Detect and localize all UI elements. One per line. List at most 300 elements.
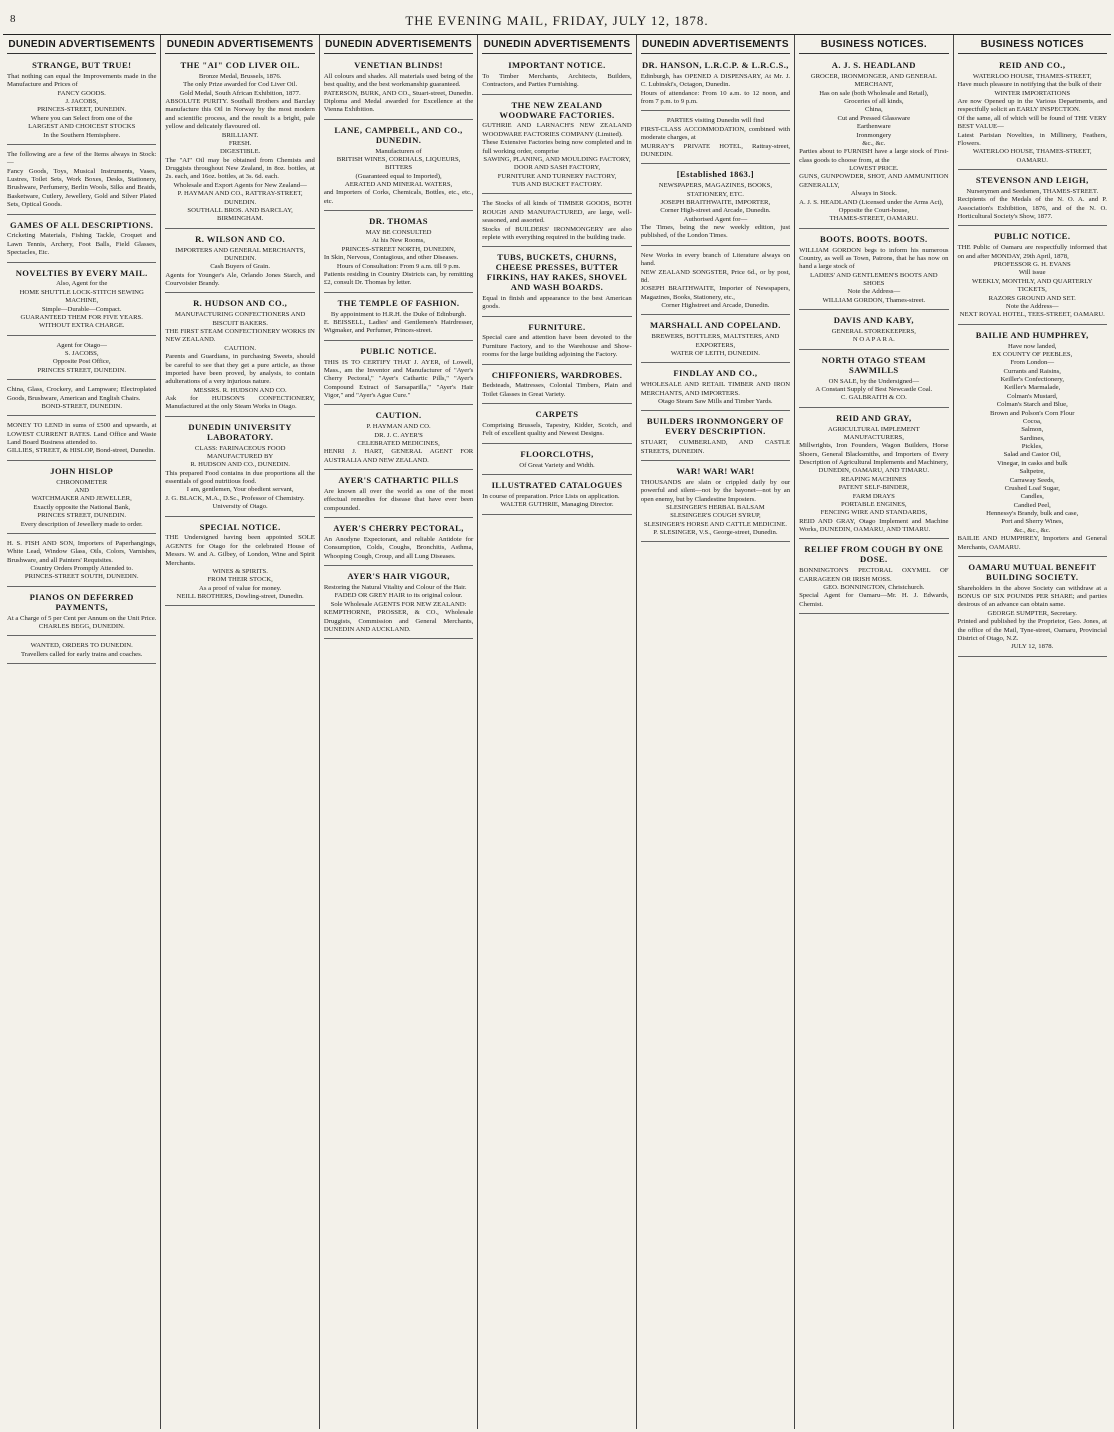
- advertisement-text: DOOR AND SASH FACTORY,: [513, 164, 601, 172]
- advertisement: [641, 58, 790, 111]
- advertisement-text: From London—: [1010, 359, 1055, 367]
- page-number: 8: [10, 13, 17, 25]
- advertisement-text: N O A P A R A.: [852, 336, 895, 344]
- advertisement-text: DUNEDIN, OAMARU, AND TIMARU.: [818, 467, 930, 475]
- advertisement-text: THE FIRST STEAM CONFECTIONERY WORKS IN NEW ZEALAND.: [165, 328, 315, 344]
- advertisement-text: Have much pleasure in notifying that the bulk of their: [957, 81, 1102, 89]
- advertisement-text: Recipients of the Medals of the N. O. A. and P. Association's Exhibition, 1876, and of the N. O. Horticultural Society's Show, 1877.: [957, 196, 1107, 220]
- advertisement-text: WATCHMAKER AND JEWELLER,: [31, 495, 132, 503]
- advertisement-text: GUTHRIE AND LARNACH'S NEW ZEALAND WOODWARE FACTORIES COMPANY (Limited).: [482, 122, 632, 138]
- advertisement-title: OAMARU MUTUAL BENEFIT BUILDING SOCIETY.: [968, 561, 1097, 582]
- advertisement-title: BUILDERS IRONMONGERY OF EVERY DESCRIPTION.: [646, 416, 784, 437]
- advertisement-text: Always in Stock.: [850, 190, 897, 198]
- advertisement-text: GENERAL STOREKEEPERS,: [831, 328, 916, 335]
- advertisement-text: The Stocks of all kinds of TIMBER GOODS, BOTH ROUGH AND MANUFACTURED, are large, well-seasoned, and assorted.: [482, 200, 632, 225]
- advertisement-text: SLESINGER'S HORSE AND CATTLE MEDICINE.: [643, 520, 787, 528]
- advertisement: [958, 560, 1107, 657]
- advertisement-text: AND: [74, 487, 89, 494]
- advertisement-text: GROCER, IRONMONGER, AND GENERAL MERCHANT,: [810, 72, 937, 89]
- column-7: [954, 35, 1111, 1429]
- advertisement: [324, 296, 473, 341]
- advertisement-text: GILLIES, STREET, & HISLOP, Bond-street, Dunedin.: [7, 447, 156, 455]
- advertisement: [482, 197, 631, 247]
- advertisement-text: Where you can Select from one of the: [30, 114, 133, 122]
- advertisement: [482, 407, 631, 444]
- advertisement-title: ILLUSTRATED CATALOGUES: [491, 480, 623, 490]
- advertisement: [324, 344, 473, 406]
- advertisement-title: DAVIS AND KABY,: [833, 315, 914, 326]
- advertisement-text: Currants and Raisins,: [1003, 367, 1061, 375]
- advertisement-text: FROM THEIR STOCK,: [207, 576, 273, 584]
- advertisement-text: Opposite Post Office,: [52, 358, 111, 366]
- advertisement-text: ON SALE, by the Undersigned—: [828, 377, 920, 385]
- advertisement-text: TUB AND BUCKET FACTORY.: [511, 181, 603, 188]
- advertisement-text: PARTIES visiting Dunedin will find: [666, 117, 764, 125]
- advertisement-text: FIRST-CLASS ACCOMMODATION, combined with moderate charges, at: [640, 125, 791, 142]
- advertisement-text: J. G. BLACK, M.A., D.Sc., Professor of Chemistry.: [165, 494, 305, 502]
- advertisement: [482, 58, 631, 95]
- advertisement-text: GEORGE SUMPTER, Secretary.: [987, 609, 1077, 617]
- advertisement-text: GUNS, GUNPOWDER, SHOT, AND AMMUNITION GENERALLY,: [799, 173, 949, 189]
- advertisement-text: BRILLIANT.: [221, 131, 259, 139]
- advertisement-text: WATERLOO HOUSE, THAMES-STREET, OAMARU.: [972, 148, 1092, 164]
- advertisement-text: Pickles,: [1021, 443, 1043, 450]
- advertisement-text: Parties about to FURNISH have a large stock of First-class goods to choose from, at the: [799, 148, 949, 164]
- advertisement-title: DR. THOMAS: [369, 216, 428, 227]
- advertisement-title: IMPORTANT NOTICE.: [508, 60, 606, 70]
- advertisement-text: and Importers of Corks, Chemicals, Bottles, etc., etc., etc.: [323, 189, 474, 205]
- advertisement-text: A Constant Supply of Best Newcastle Coal.: [815, 385, 933, 393]
- advertisement: [7, 590, 156, 637]
- advertisement-text: FRESH.: [228, 139, 252, 147]
- advertisement-text: JOSEPH BRAITHWAITE, IMPORTER,: [660, 198, 771, 206]
- advertisement-text: Equal in finish and appearance to the best American goods.: [482, 294, 632, 311]
- advertisement-text: THE Public of Oamaru are respectfully informed that on and after MONDAY, 29th April, 1878,: [957, 244, 1107, 260]
- advertisement-text: Ironmongery: [856, 131, 892, 139]
- advertisement-text: THIS IS TO CERTIFY THAT J. AYER, of Lowell, Mass., am the Inventor and Manufacturer of "Ayer's Cherry Pectoral," "Ayer's Cathartic Pills," "Ayer's Compound Extract of Sarsaparilla," "Ayer's Hair Vigor," and "Ayer's Ague Cure.": [323, 358, 474, 399]
- advertisement: [482, 250, 631, 316]
- columns-container: [3, 34, 1111, 1429]
- advertisement-text: CHARLES BEGG, DUNEDIN.: [38, 622, 125, 630]
- advertisement-text: P. SLESINGER, V.S., George-street, Dunedin.: [653, 529, 778, 536]
- advertisement-text: WANTED, ORDERS TO DUNEDIN.: [30, 642, 133, 650]
- advertisement: [165, 232, 314, 294]
- advertisement: [958, 328, 1107, 557]
- advertisement-text: Of the same, all of which will be found of THE VERY BEST VALUE—: [957, 114, 1107, 131]
- advertisement-text: Bedsteads, Mattresses, Colonial Timbers, Plain and Toilet Glasses in Great Variety.: [482, 382, 632, 398]
- advertisement-text: PRINCES-STREET, DUNEDIN.: [37, 106, 127, 114]
- advertisement: [641, 167, 790, 246]
- advertisement-title: R. WILSON AND CO.: [195, 233, 286, 244]
- advertisement: [958, 173, 1107, 226]
- advertisement-text: In the Southern Hemisphere.: [43, 131, 121, 139]
- advertisement-text: WATERLOO HOUSE, THAMES-STREET,: [972, 72, 1092, 80]
- advertisement-text: Simple—Durable—Compact.: [41, 305, 122, 313]
- advertisement: [7, 464, 156, 534]
- advertisement-text: THE Undersigned having been appointed SOLE AGENTS for Otago for the celebrated House of Messrs. W. and A. Gilbey, of London, Wine and Spirit Merchants.: [165, 534, 315, 567]
- advertisement-title: A. J. S. HEADLAND: [831, 60, 916, 70]
- advertisement-title: NOVELTIES BY EVERY MAIL.: [15, 267, 148, 278]
- advertisement-title: RELIEF FROM COUGH BY ONE DOSE.: [804, 544, 944, 565]
- advertisement: [641, 366, 790, 411]
- advertisement-text: Authorised Agent for—: [683, 215, 748, 223]
- advertisement: [324, 408, 473, 470]
- advertisement: [165, 420, 314, 517]
- advertisement-text: SOUTHALL BROS. AND BARCLAY, BIRMINGHAM.: [187, 206, 293, 223]
- advertisement-text: P. HAYMAN AND CO., RATTRAY-STREET, DUNEDIN.: [177, 190, 303, 206]
- advertisement-text: As a proof of value for money.: [199, 584, 282, 592]
- advertisement-text: PORTABLE ENGINES,: [841, 500, 907, 508]
- advertisement-text: AGRICULTURAL IMPLEMENT MANUFACTURERS,: [827, 425, 920, 441]
- advertisement-text: Exactly opposite the National Bank,: [33, 503, 131, 511]
- advertisement-text: Are known all over the world as one of the most effectual remedies for disease that have ever been compounded.: [323, 488, 474, 512]
- advertisement-text: C. GALBRAITH & CO.: [840, 394, 907, 402]
- advertisement-text: BONNINGTON'S PECTORAL OXYMEL OF CARRAGEEN OR IRISH MOSS.: [799, 567, 949, 583]
- advertisement-text: Groceries of all kinds,: [844, 98, 904, 105]
- advertisement-text: Parents and Guardians, in purchasing Sweets, should be careful to see that they get a pure article, as those imported have been proved, by analysis, to contain adulterations of a very injurious nature.: [165, 353, 315, 386]
- advertisement-text: &c., &c.: [862, 139, 886, 147]
- masthead: [0, 0, 1114, 34]
- advertisement-text: Colman's Starch and Blue,: [996, 401, 1068, 409]
- advertisement: [482, 447, 631, 475]
- advertisement-text: Sardines,: [1019, 434, 1045, 442]
- advertisement-text: GUARANTEED THEM FOR FIVE YEARS.: [20, 313, 143, 321]
- advertisement-text: STUART, CUMBERLAND, AND CASTLE STREETS, DUNEDIN.: [640, 439, 791, 455]
- masthead-title: THE EVENING MAIL, FRIDAY, JULY 12, 1878.: [405, 13, 709, 28]
- advertisement: [482, 368, 631, 405]
- advertisement: [958, 229, 1107, 324]
- advertisement-title: STRANGE, BUT TRUE!: [32, 60, 132, 70]
- column-4: [478, 35, 636, 1429]
- advertisement-text: The "AI" Oil may be obtained from Chemists and Druggists throughout New Zealand, in 8oz. bottles, at 2s. each, and 16oz. bottles, at 3s. 6d. each.: [165, 156, 315, 181]
- advertisement-text: Nurserymen and Seedsmen, THAMES-STREET.: [966, 187, 1099, 195]
- advertisement-text: In course of preparation. Price Lists on application.: [482, 492, 620, 500]
- advertisement: [324, 214, 473, 293]
- advertisement-text: Colman's Mustard,: [1006, 392, 1058, 400]
- advertisement-text: Travellers called for early trains and coaches.: [21, 650, 143, 658]
- advertisement-text: Shareholders in the above Society can withdraw at a BONUS OF SIX POUNDS PER SHARE; and parties desirous of an advance can obtain same.: [957, 584, 1107, 609]
- column-heading: DUNEDIN ADVERTISEMENTS: [7, 37, 156, 54]
- advertisement: [7, 339, 156, 381]
- advertisement-text: REAPING MACHINES: [841, 475, 907, 483]
- advertisement-text: &c., &c., &c.: [1014, 526, 1051, 534]
- advertisement-text: Special Agent for Oamaru—Mr. H. J. Edwards, Chemist.: [799, 592, 949, 608]
- advertisement-title: FURNITURE.: [528, 321, 586, 332]
- column-heading: DUNEDIN ADVERTISEMENTS: [482, 37, 631, 54]
- advertisement-text: Keiller's Confectionery,: [1000, 376, 1065, 383]
- advertisement-text: FARM DRAYS: [852, 492, 895, 500]
- advertisement-text: R. HUDSON AND CO., DUNEDIN.: [190, 461, 290, 469]
- advertisement-title: TUBS, BUCKETS, CHURNS, CHEESE PRESSES, BUTTER FIRKINS, HAY RAKES, SHOVEL AND WASH BOARDS.: [486, 252, 628, 292]
- advertisement-text: ABSOLUTE PURITY. Southall Brothers and Barclay manufacture this Oil in Norway by the most modern and scientific process, and the result is a bright, pale yellow and delicately flavoured oil.: [165, 98, 315, 131]
- advertisement-text: Saltpetre,: [1019, 468, 1045, 476]
- column-6: [795, 35, 953, 1429]
- advertisement-title: AYER'S HAIR VIGOUR,: [347, 571, 450, 582]
- advertisement-text: FANCY GOODS.: [57, 89, 106, 97]
- advertisement-text: E. BEISSELL, Ladies' and Gentlemen's Hairdresser, Wigmaker, and Perfumer, Princes-street.: [323, 318, 474, 335]
- column-2: [161, 35, 319, 1429]
- advertisement-title: PUBLIC NOTICE.: [360, 345, 437, 356]
- advertisement-title: STEVENSON AND LEIGH,: [975, 175, 1089, 185]
- advertisement-text: WILLIAM GORDON, Thames-street.: [822, 296, 926, 304]
- advertisement-text: WINTER IMPORTATIONS: [994, 89, 1071, 97]
- advertisement-text: Crushed Loaf Sugar,: [1004, 484, 1060, 492]
- advertisement-text: CLASS: FARINACEOUS FOOD: [194, 444, 286, 452]
- advertisement: [7, 419, 156, 461]
- advertisement-text: BAILIE AND HUMPHREY, Importers and General Merchants, OAMARU.: [957, 535, 1107, 551]
- advertisement-title: [Established 1863.]: [676, 169, 755, 180]
- advertisement-text: MONEY TO LEND in sums of £500 and upwards, at LOWEST CURRENT RATES. Land Office and Waste Land Board Business attended to.: [7, 422, 157, 446]
- advertisement-text: RAZORS GROUND AND SET.: [988, 294, 1076, 302]
- advertisement-text: New Works in every branch of Literature always on hand.: [640, 251, 791, 268]
- advertisement-text: EX COUNTY OF PEEBLES,: [992, 350, 1073, 358]
- advertisement-text: The Times, being the new weekly edition, just published, of the London Times.: [640, 224, 791, 240]
- advertisement-text: At his New Rooms,: [372, 237, 425, 245]
- column-heading: DUNEDIN ADVERTISEMENTS: [324, 37, 473, 54]
- advertisement-title: THE "AI" COD LIVER OIL.: [180, 60, 300, 70]
- advertisement: [799, 232, 948, 311]
- advertisement-text: In Skin, Nervous, Contagious, and other Diseases.: [323, 254, 459, 262]
- advertisement-text: WILLIAM GORDON begs to inform his numerous Country, as well as Town, Patrons, that he has now on hand a large stock of: [799, 246, 949, 271]
- advertisement-text: Patients residing in Country Districts can, by remitting £2, consult Dr. Thomas by letter.: [323, 270, 474, 287]
- advertisement-text: HOME SHUTTLE LOCK-STITCH SEWING MACHINE,: [19, 288, 144, 305]
- advertisement-text: BOND-STREET, DUNEDIN.: [41, 402, 123, 410]
- advertisement-text: Vinegar, in casks and bulk: [997, 459, 1068, 467]
- advertisement-text: Candied Peel,: [1013, 501, 1051, 509]
- advertisement-title: PUBLIC NOTICE.: [994, 231, 1071, 242]
- advertisement-text: An Anodyne Expectorant, and reliable Antidote for Consumption, Colds, Coughs, Bronchitis, Asthma, Whooping Cough, Croup, and all Lung Diseases.: [323, 536, 474, 560]
- advertisement-text: Special care and attention have been devoted to the Furniture Factory, and to the Warehouse and Show-rooms for the large building adjoining the Factory.: [482, 334, 632, 359]
- advertisement-text: DIGESTIBLE.: [219, 148, 261, 156]
- advertisement-title: PIANOS ON DEFERRED PAYMENTS,: [29, 591, 134, 612]
- column-5: [637, 35, 795, 1429]
- advertisement-text: Note the Address—: [1005, 302, 1059, 310]
- advertisement-text: At a Charge of 5 per Cent per Annum on the Unit Price.: [7, 614, 157, 622]
- advertisement-text: THAMES-STREET, OAMARU.: [829, 215, 919, 223]
- advertisement-text: Have now landed,: [1008, 342, 1057, 350]
- advertisement: [799, 542, 948, 614]
- advertisement-text: IMPORTERS AND GENERAL MERCHANTS, DUNEDIN.: [175, 246, 306, 262]
- advertisement-text: DR. J. C. AYER'S: [374, 431, 423, 439]
- advertisement-text: Corner High-street and Arcade, Dunedin.: [660, 207, 771, 215]
- advertisement-text: NEXT ROYAL HOTEL, TEES-STREET, OAMARU.: [959, 311, 1105, 319]
- advertisement-text: CHRONOMETER: [56, 478, 108, 486]
- advertisement-text: MAY BE CONSULTED: [365, 229, 432, 236]
- advertisement: [165, 58, 314, 229]
- advertisement-text: Ask for HUDSON'S CONFECTIONERY, Manufactured at the only Steam Works in Otago.: [165, 395, 315, 411]
- advertisement-title: BOOTS. BOOTS. BOOTS.: [820, 233, 928, 244]
- advertisement-text: Bronze Medal, Brussels, 1876.: [198, 72, 282, 80]
- advertisement-text: Restoring the Natural Vitality and Colour of the Hair.: [323, 584, 467, 591]
- advertisement-text: MURRAY'S PRIVATE HOTEL, Rattray-street, DUNEDIN.: [640, 142, 791, 158]
- advertisement: [7, 537, 156, 587]
- advertisement-text: Earthenware: [856, 123, 891, 131]
- advertisement-text: BREWERS, BOTTLERS, MALTSTERS, AND EXPORTERS,: [651, 333, 780, 349]
- advertisement: [799, 313, 948, 350]
- advertisement-text: GEO. BONNINGTON, Christchurch.: [823, 583, 925, 591]
- advertisement-text: NEWSPAPERS, MAGAZINES, BOOKS, STATIONERY, ETC.: [658, 182, 773, 198]
- advertisement-title: GAMES OF ALL DESCRIPTIONS.: [10, 219, 154, 230]
- advertisement-text: NEILL BROTHERS, Dowling-street, Dunedin.: [176, 593, 304, 600]
- advertisement-text: PRINCES STREET, DUNEDIN.: [37, 366, 127, 374]
- advertisement-text: Fancy Goods, Toys, Musical Instruments, Vases, Lustres, Toilet Sets, Work Boxes, Desks, Stationery, Brushware, Perfumery, Berlin Wools, Silks and Braids, Basketware, Cutlery, Jewellery, Gold and Silver Plated Sets, Optical Goods.: [7, 167, 157, 209]
- advertisement-text: Will issue: [1018, 269, 1046, 277]
- advertisement-text: University of Otago.: [212, 503, 268, 511]
- advertisement-text: PRINCES-STREET NORTH, DUNEDIN,: [341, 245, 456, 253]
- advertisement-text: The only Prize awarded for Cod Liver Oil.: [183, 81, 298, 89]
- advertisement-text: BRITISH WINES, CORDIALS, LIQUEURS, BITTERS: [336, 155, 461, 172]
- advertisement-text: PATERSON, BURK, AND CO., Stuart-street, Dunedin.: [323, 89, 474, 97]
- column-heading: BUSINESS NOTICES: [958, 37, 1107, 54]
- advertisement-text: Gold Medal, South African Exhibition, 1877.: [179, 89, 301, 97]
- advertisement-text: Salmon,: [1021, 426, 1044, 434]
- advertisement-title: REID AND GRAY,: [836, 412, 912, 423]
- advertisement-text: THOUSANDS are slain or crippled daily by our powerful and silent—not by the bayonet—not by an open enemy, but by Clandestine Imposters.: [640, 478, 791, 503]
- advertisement-text: Brown and Polson's Corn Flour: [990, 409, 1075, 417]
- advertisement-text: LARGEST AND CHOICEST STOCKS: [28, 123, 136, 131]
- advertisement-text: H. S. FISH AND SON, Importers of Paperhangings, White Lead, Window Glass, Oils, Colors, Varnishes, Brushware, and all Painters' Requisites.: [7, 539, 157, 564]
- advertisement: [7, 148, 156, 215]
- advertisement-title: DR. HANSON, L.R.C.P. & L.R.C.S.,: [641, 60, 789, 70]
- advertisement-text: China,: [864, 106, 883, 114]
- advertisement-text: Millwrights, Iron Founders, Wagon Builders, Horse Shoers, General Blacksmiths, and Importers of Every Description of Agricultural Implements and Machinery,: [799, 442, 949, 466]
- advertisement: [7, 218, 156, 263]
- advertisement-text: China, Glass, Crockery, and Lampware; Electroplated Goods, Brushware, American and English Chairs.: [7, 386, 157, 402]
- advertisement-text: KEMPTHORNE, PROSSER, & CO., Wholesale Druggists, Commission and General Merchants, DUNEDIN AND AUCKLAND.: [323, 609, 474, 633]
- advertisement-title: AYER'S CHERRY PECTORAL,: [333, 523, 464, 534]
- advertisement-text: AERATED AND MINERAL WATERS,: [344, 181, 453, 188]
- advertisement: [958, 58, 1107, 170]
- advertisement: [482, 478, 631, 515]
- advertisement-text: Agent for Otago—: [56, 341, 107, 349]
- advertisement-text: P. HAYMAN AND CO.: [366, 423, 431, 431]
- column-heading: DUNEDIN ADVERTISEMENTS: [165, 37, 314, 54]
- advertisement-text: MANUFACTURED BY: [207, 452, 274, 460]
- advertisement-title: SPECIAL NOTICE.: [199, 521, 281, 532]
- advertisement: [324, 473, 473, 518]
- advertisement-title: CAUTION.: [375, 410, 422, 421]
- advertisement-text: Hours of attendance: From 10 a.m. to 12 noon, and from 7 p.m. to 9 p.m.: [640, 89, 791, 105]
- advertisement: [165, 520, 314, 607]
- advertisement-title: NORTH OTAGO STEAM SAWMILLS: [821, 354, 926, 375]
- advertisement: [324, 58, 473, 120]
- advertisement-text: FENCING WIRE AND STANDARDS,: [820, 509, 927, 517]
- advertisement-text: HENRI J. HART, GENERAL AGENT FOR AUSTRALIA AND NEW ZEALAND.: [323, 448, 474, 464]
- advertisement: [799, 58, 948, 229]
- advertisement-title: JOHN HISLOP: [50, 465, 114, 476]
- advertisement-text: Otago Steam Saw Mills and Timber Yards.: [658, 398, 773, 405]
- advertisement-text: LADIES' AND GENTLEMEN'S BOOTS AND SHOES: [810, 271, 938, 287]
- advertisement-title: CARPETS: [535, 409, 579, 420]
- advertisement-text: Carraway Seeds,: [1009, 476, 1055, 484]
- advertisement-text: Also, Agent for the: [56, 280, 108, 288]
- advertisement-text: WATER OF LEITH, DUNEDIN.: [670, 350, 760, 357]
- advertisement-text: Agents for Younger's Ale, Orlando Jones Starch, and Courvoisier Brandy.: [165, 271, 315, 287]
- advertisement-text: REID AND GRAY, Otago Implement and Machine Works, DUNEDIN, OAMARU, AND TIMARU.: [799, 517, 949, 533]
- column-heading: DUNEDIN ADVERTISEMENTS: [641, 37, 790, 54]
- advertisement-text: NEW ZEALAND SONGSTER, Price 6d., or by post, 8d.: [640, 268, 791, 284]
- advertisement-text: Country Orders Promptly Attended to.: [30, 565, 134, 572]
- advertisement-text: I am, gentlemen, Your obedient servant,: [186, 486, 294, 494]
- advertisement-text: Cut and Pressed Glassware: [837, 114, 911, 122]
- advertisement-text: Latest Parisian Novelties, in Millinery, Feathers, Flowers.: [957, 131, 1107, 147]
- advertisement-title: CHIFFONIERS, WARDROBES.: [491, 369, 623, 380]
- advertisement-text: These Extensive Factories being now completed and in full working order, comprise: [482, 139, 632, 155]
- advertisement-text: FURNITURE AND TURNERY FACTORY,: [497, 172, 617, 180]
- advertisement-text: J. JACOBS,: [65, 98, 98, 105]
- advertisement-title: R. HUDSON AND CO.,: [193, 298, 288, 309]
- advertisement: [482, 320, 631, 365]
- advertisement-text: Hours of Consultation: From 9 a.m. till 9 p.m.: [336, 262, 461, 270]
- advertisement-text: SAWING, PLANING, AND MOULDING FACTORY,: [483, 155, 631, 163]
- advertisement-title: REID AND CO.,: [999, 60, 1066, 70]
- advertisement-text: Cash Buyers of Grain.: [210, 263, 271, 271]
- advertisement-title: LANE, CAMPBELL, AND CO., DUNEDIN.: [334, 124, 463, 145]
- advertisement-text: Sole Wholesale AGENTS FOR NEW ZEALAND:: [330, 600, 467, 608]
- advertisement-text: FADED OR GREY HAIR to its original colour.: [334, 592, 463, 600]
- advertisement-text: PRINCES-STREET SOUTH, DUNEDIN.: [24, 573, 139, 581]
- column-3: [320, 35, 478, 1429]
- advertisement-text: Wholesale and Export Agents for New Zealand—: [173, 181, 307, 189]
- advertisement-text: Cocoa,: [1022, 417, 1042, 425]
- advertisement: [324, 521, 473, 566]
- advertisement-text: Hennessy's Brandy, bulk and case,: [986, 510, 1079, 517]
- advertisement: [324, 569, 473, 639]
- advertisement: [7, 58, 156, 145]
- advertisement-text: CAUTION.: [224, 344, 257, 352]
- advertisement-text: Salad and Castor Oil,: [1003, 451, 1061, 459]
- advertisement: [7, 383, 156, 416]
- advertisement-text: The following are a few of the Items always in Stock:—: [7, 150, 157, 167]
- advertisement-title: VENETIAN BLINDS!: [354, 60, 443, 70]
- advertisement-text: Opposite the Court-house,: [838, 206, 910, 214]
- advertisement-text: WHOLESALE AND RETAIL TIMBER AND IRON MERCHANTS, AND IMPORTERS.: [640, 381, 791, 397]
- advertisement-text: To Timber Merchants, Architects, Builders, Contractors, and Parties Furnishing.: [482, 72, 632, 89]
- advertisement-text: Of Great Variety and Width.: [519, 461, 595, 469]
- advertisement-text: CELEBRATED MEDICINES,: [357, 440, 440, 447]
- advertisement-text: Diploma and Medal awarded for Excellence at the Vienna Exhibition.: [323, 98, 474, 114]
- advertisement: [799, 353, 948, 408]
- advertisement-text: PRINCES STREET, DUNEDIN.: [37, 512, 127, 520]
- advertisement-text: Comprising Brussels, Tapestry, Kidder, Scotch, and Felt of excellent quality and Newest Designs.: [482, 422, 632, 438]
- advertisement-text: Edinburgh, has OPENED A DISPENSARY, At Mr. J. C. Lubinski's, Octagon, Dunedin.: [640, 72, 791, 89]
- advertisement: [324, 123, 473, 211]
- advertisement: [641, 249, 790, 316]
- advertisement-text: Stocks of BUILDERS' IRONMONGERY are also replete with everything required in the building trade.: [482, 225, 632, 241]
- column-heading: BUSINESS NOTICES.: [799, 37, 948, 54]
- advertisement-text: WEEKLY, MONTHLY, AND QUARTERLY TICKETS,: [971, 277, 1093, 294]
- advertisement-text: Candles,: [1020, 493, 1044, 501]
- advertisement-text: MANUFACTURING CONFECTIONERS AND BISCUIT BAKERS.: [174, 311, 306, 327]
- advertisement-text: This prepared Food contains in due proportions all the essentials of good nutritious food.: [165, 469, 315, 485]
- advertisement-text: WITHOUT EXTRA CHARGE.: [38, 322, 125, 330]
- advertisement-text: (Guaranteed equal to Imported),: [355, 172, 442, 180]
- advertisement-text: Cricketing Materials, Fishing Tackle, Croquet and Lawn Tennis, Archery, Foot Balls, Field Glasses, Spectacles, Etc.: [7, 232, 157, 257]
- advertisement-title: DUNEDIN UNIVERSITY LABORATORY.: [188, 421, 292, 442]
- advertisement-text: Port and Sherry Wines,: [1001, 518, 1064, 526]
- advertisement: [641, 318, 790, 363]
- advertisement-title: BAILIE AND HUMPHREY,: [975, 329, 1089, 340]
- advertisement-text: PATENT SELF-BINDER,: [838, 484, 909, 492]
- advertisement-text: Printed and published by the Proprietor, Geo. Jones, at the office of the Mail, Tyne-street, Oamaru, Provincial District of Otago, N.Z.: [957, 618, 1107, 642]
- advertisement: [641, 464, 790, 543]
- advertisement-text: JULY 12, 1878.: [1011, 643, 1054, 651]
- advertisement: [7, 266, 156, 336]
- advertisement-text: SLESINGER'S COUGH SYRUP,: [670, 512, 761, 520]
- advertisement: [165, 296, 314, 416]
- advertisement-text: PROFESSOR G. H. EVANS: [993, 261, 1071, 268]
- advertisement-title: FLOORCLOTHS,: [520, 448, 594, 459]
